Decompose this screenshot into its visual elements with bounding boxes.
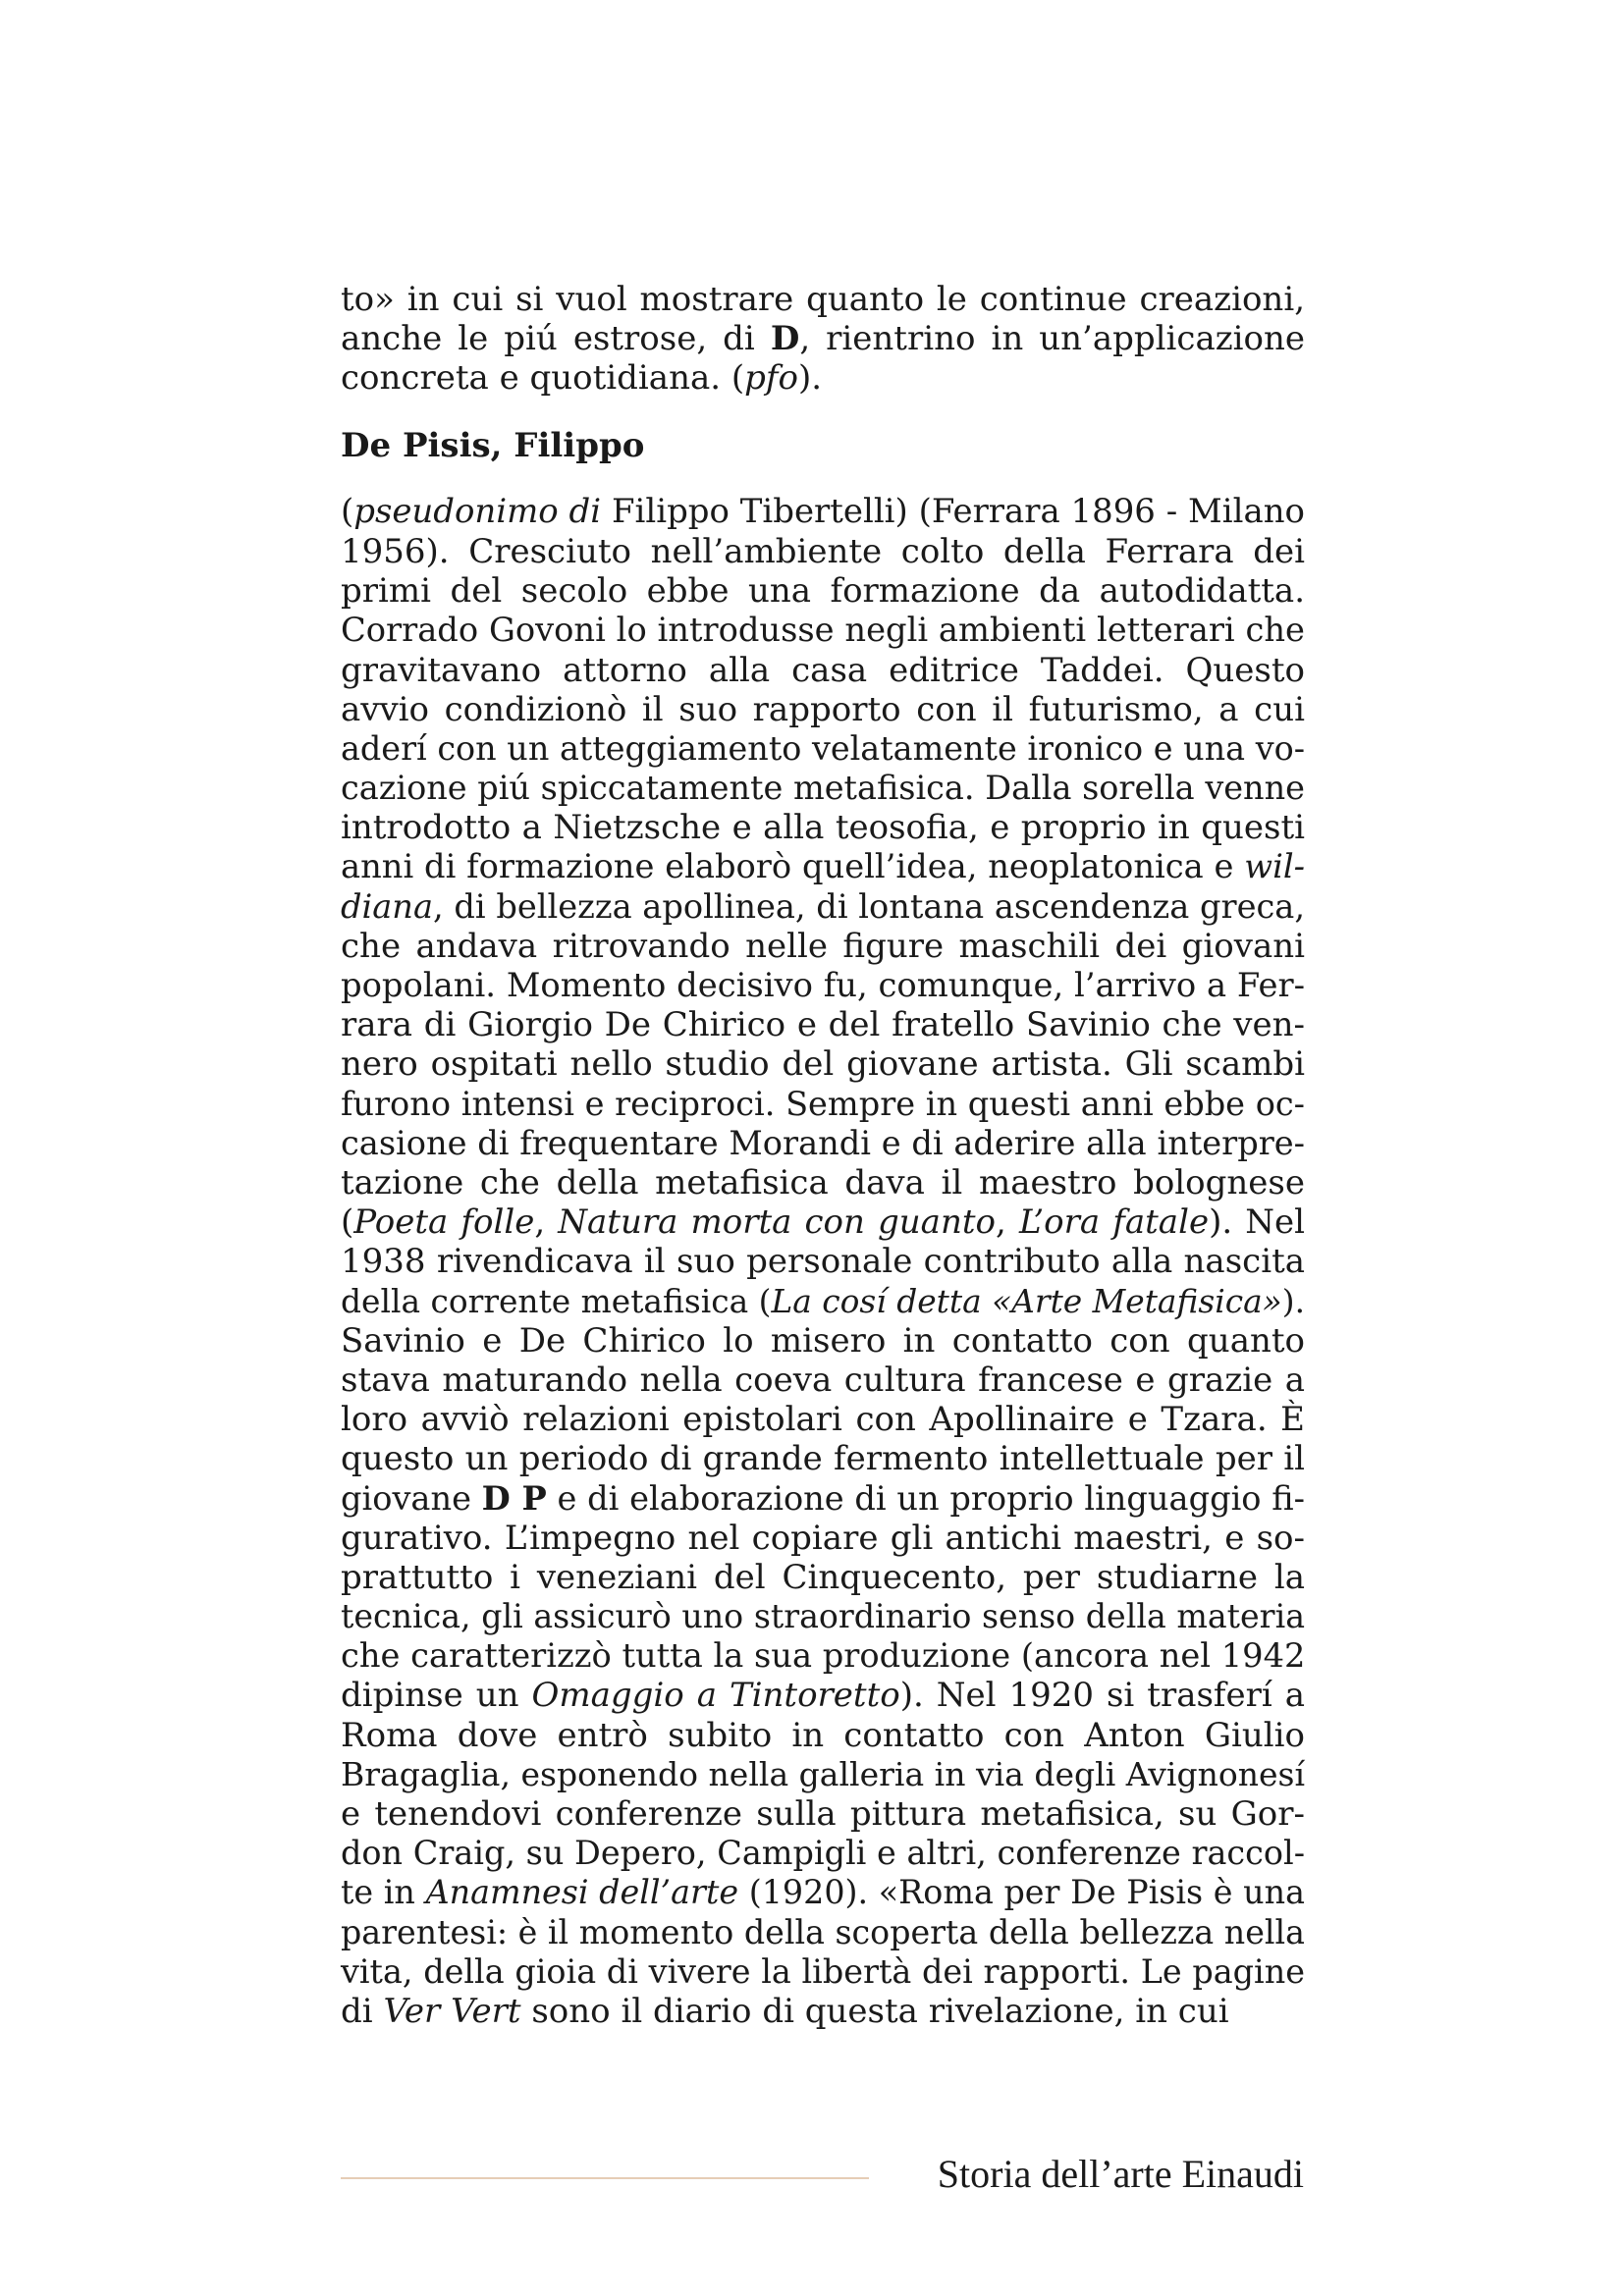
text-line (341, 1439, 1305, 1478)
text-line (341, 690, 1305, 729)
text-line (341, 280, 1305, 319)
text-line (341, 1282, 1305, 1321)
text-run: , (534, 1202, 559, 1243)
text-line (341, 1873, 1305, 1912)
text-run: concreta e quotidiana. ( (341, 358, 745, 399)
italic-run: Ver Vert (383, 1991, 521, 2031)
text-line (341, 887, 1305, 927)
text-run: anni di formazione elaborò quell’idea, neoplatonica e (341, 847, 1245, 886)
text-line (341, 1716, 1305, 1755)
italic-run: La cosí detta «Arte Metafisica» (771, 1282, 1282, 1320)
italic-run: Natura morta con guanto (558, 1202, 996, 1243)
text-run: della corrente metafisica ( (341, 1282, 772, 1320)
text-line (341, 1044, 1305, 1084)
text-run: casione di frequentare Morandi e di aderire alla interpre- (341, 1123, 1305, 1162)
text-line (341, 1400, 1305, 1439)
text-run: che caratterizzò tutta la sua produzione (ancora nel 1942 (341, 1636, 1306, 1676)
italic-run: Poeta folle (353, 1202, 535, 1243)
text-run: di (341, 1991, 384, 2031)
text-run: Roma dove entrò subito in contatto con Anton Giulio (341, 1715, 1305, 1755)
text-line (341, 847, 1305, 886)
text-run: prattutto i veneziani del Cinquecento, per studiarne la (341, 1557, 1305, 1597)
italic-run: Omaggio a Tintoretto (531, 1676, 900, 1716)
text-run: avvio condizionò il suo rapporto con il futurismo, a cui (341, 689, 1305, 729)
text-run: gravitavano attorno alla casa editrice Taddei. Questo (341, 650, 1305, 690)
text-line (341, 1992, 1305, 2031)
text-run: Savinio e De Chirico lo misero in contatto con quanto (341, 1320, 1305, 1361)
text-run: Bragaglia, esponendo nella galleria in via degli Avignonesí (341, 1754, 1306, 1793)
text-run: ( (341, 492, 354, 531)
text-run: parentesi: è il momento della scoperta della bellezza nella (341, 1912, 1305, 1951)
text-line (341, 319, 1305, 358)
text-run: furono intensi e reciproci. Sempre in questi anni ebbe oc- (341, 1084, 1306, 1123)
text-run: Filippo Tibertelli) (Ferrara 1896 - Milano (601, 492, 1305, 531)
text-run: vita, della gioia di vivere la libertà dei rapporti. Le pagine (341, 1951, 1305, 1991)
text-run: anche le piú estrose, di (341, 319, 771, 359)
text-line (341, 1913, 1305, 1952)
text-line (341, 1676, 1305, 1715)
italic-run: diana (341, 886, 433, 926)
text-run: che andava ritrovando nelle figure maschili dei giovani (341, 926, 1305, 966)
text-line (341, 1163, 1305, 1202)
text-line (341, 1794, 1305, 1834)
bold-run: D P (481, 1478, 547, 1519)
text-run: giovane (341, 1479, 482, 1519)
text-run: gurativo. L’impegno nel copiare gli antichi maestri, e so- (341, 1518, 1305, 1558)
italic-run: L’ora fatale (1018, 1202, 1210, 1243)
text-run: nero ospitati nello studio del giovane artista. Gli scambi (341, 1044, 1305, 1085)
text-run: dipinse un (341, 1676, 532, 1716)
text-line (341, 611, 1305, 650)
text-run: , (996, 1202, 1019, 1243)
text-line (341, 769, 1305, 808)
italic-run: Anamnesi dell’arte (425, 1873, 739, 1912)
text-run: popolani. Momento decisivo fu, comunque, l’arrivo a Fer- (341, 966, 1305, 1004)
paragraph-gap (341, 465, 1305, 493)
text-line (341, 1636, 1305, 1676)
text-line (341, 571, 1305, 611)
text-run: ). (797, 358, 823, 399)
text-line (341, 1478, 1305, 1518)
italic-run: pseudonimo di (353, 492, 602, 531)
text-run: 1938 rivendicava il suo personale contributo alla nascita (341, 1242, 1305, 1282)
text-line (341, 729, 1305, 769)
text-run: e tenendovi conferenze sulla pittura metafisica, su Gor- (341, 1793, 1305, 1834)
text-line (341, 1361, 1305, 1400)
text-line (341, 358, 1305, 398)
text-run: ). (1281, 1282, 1306, 1320)
text-run: ). Nel (1209, 1202, 1306, 1243)
page-body (341, 280, 1305, 2031)
paragraph-gap (341, 399, 1305, 426)
text-line (341, 1085, 1305, 1124)
footer-publisher: Storia dell’arte Einaudi (937, 2152, 1304, 2196)
text-line (341, 927, 1305, 966)
text-line (341, 1242, 1305, 1281)
footer-divider (341, 2177, 869, 2179)
text-line (341, 1755, 1305, 1794)
text-run: te in (341, 1873, 426, 1912)
text-run: ( (341, 1202, 354, 1243)
text-run: aderí con un atteggiamento velatamente ironico e una vo- (341, 728, 1305, 768)
text-run: (1920). «Roma per De Pisis è una (738, 1873, 1305, 1912)
text-line (341, 1952, 1305, 1992)
text-run: 1956). Cresciuto nell’ambiente colto della Ferrara dei (341, 531, 1305, 571)
text-run: introdotto a Nietzsche e alla teosofia, e proprio in questi (341, 808, 1305, 848)
text-line (341, 1124, 1305, 1163)
text-run: primi del secolo ebbe una formazione da autodidatta. (341, 571, 1305, 612)
text-run: questo un periodo di grande fermento intellettuale per il (341, 1439, 1305, 1479)
text-line (341, 493, 1305, 532)
text-run: , rientrino in un’applicazione (799, 319, 1305, 359)
text-run: cazione piú spiccatamente metafisica. Dalla sorella venne (341, 769, 1305, 808)
text-run: don Craig, su Depero, Campigli e altri, conferenze raccol- (341, 1834, 1305, 1873)
bold-run: D (770, 319, 800, 359)
text-run: stava maturando nella coeva cultura francese e grazie a (341, 1360, 1305, 1400)
text-line (341, 1597, 1305, 1636)
text-line (341, 1519, 1305, 1558)
text-run: ). Nel 1920 si trasferí a (899, 1676, 1305, 1716)
text-line (341, 1321, 1305, 1361)
entry-heading: De Pisis, Filippo (341, 425, 645, 465)
text-run: tazione che della metafisica dava il maestro bolognese (341, 1162, 1305, 1202)
text-run: sono il diario di questa rivelazione, in cui (520, 1991, 1229, 2031)
text-line (341, 966, 1305, 1005)
italic-run: pfo (744, 358, 798, 399)
text-run: e di elaborazione di un proprio linguaggio fi- (546, 1479, 1305, 1519)
text-line (341, 532, 1305, 571)
text-line (341, 1005, 1305, 1044)
italic-run: wil- (1244, 847, 1305, 886)
text-line (341, 1202, 1305, 1242)
text-line (341, 1558, 1305, 1597)
text-run: to» in cui si vuol mostrare quanto le continue creazioni, (341, 280, 1305, 319)
text-run: tecnica, gli assicurò uno straordinario senso della materia (341, 1597, 1305, 1635)
text-run: rara di Giorgio De Chirico e del fratello Savinio che ven- (341, 1005, 1305, 1045)
text-run: , di bellezza apollinea, di lontana ascendenza greca, (433, 886, 1305, 926)
text-line (341, 808, 1305, 847)
text-line (341, 1834, 1305, 1873)
text-line (341, 651, 1305, 690)
text-run: loro avviò relazioni epistolari con Apollinaire e Tzara. È (341, 1400, 1305, 1440)
text-run: Corrado Govoni lo introdusse negli ambienti letterari che (341, 611, 1305, 650)
